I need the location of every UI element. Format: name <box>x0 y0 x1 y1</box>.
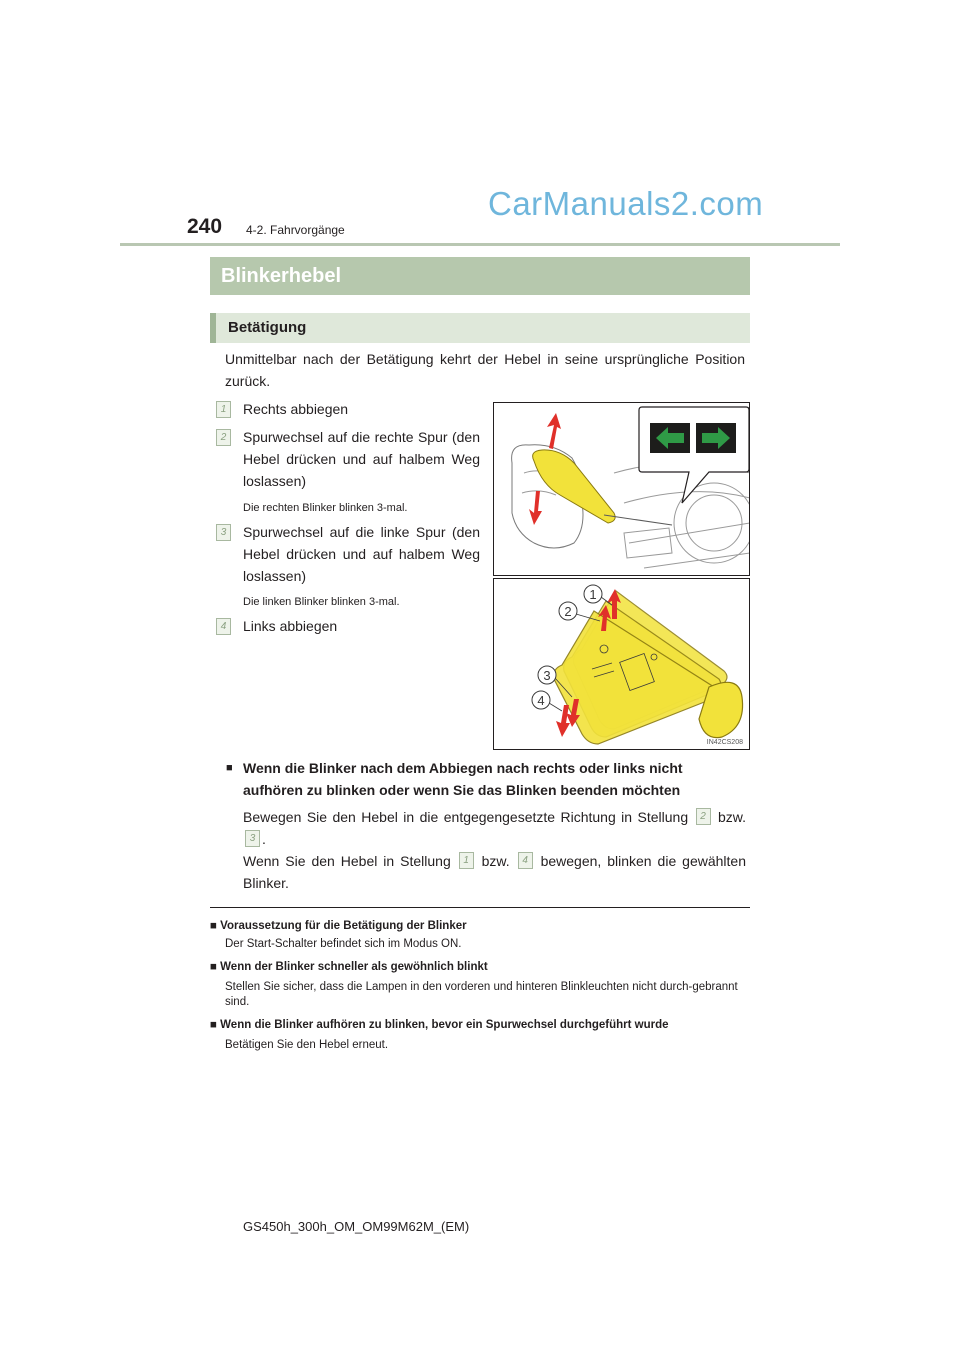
body-text: Wenn Sie den Hebel in Stellung <box>243 853 451 869</box>
figure-lever-positions <box>493 578 750 750</box>
body-text: . <box>262 831 266 847</box>
note-text: Stellen Sie sicher, dass die Lampen in den vorderen und hinteren Blinkleuchten nicht durch-gebrannt sind. <box>225 981 738 1008</box>
square-bullet-icon: ■ <box>210 1019 217 1031</box>
item-note: Die rechten Blinker blinken 3-mal. <box>243 502 408 514</box>
watermark: CarManuals2.com <box>488 185 764 222</box>
note-title: ■ Wenn der Blinker schneller als gewöhnlich blinkt <box>210 961 488 973</box>
notes-divider <box>210 907 750 908</box>
body-text: bewegen, blinken die gewählten Blinker. <box>243 853 747 891</box>
note-title: ■ Wenn die Blinker aufhören zu blinken, bevor ein Spurwechsel durchgeführt wurde <box>210 1019 669 1031</box>
square-bullet-icon: ■ <box>210 920 217 932</box>
subsection-title: Betätigung <box>210 313 750 343</box>
body-text: bzw. <box>481 853 510 869</box>
figure-code: IN42CS208 <box>706 739 743 746</box>
page-number: 240 <box>187 215 223 238</box>
item-text: Spurwechsel auf die linke Spur (den Hebel drücken und auf halbem Weg loslassen) <box>243 524 480 584</box>
lever-hand-illustration <box>494 403 750 576</box>
note-text: Der Start-Schalter befindet sich im Modus ON. <box>225 938 462 950</box>
item-number-badge: 3 <box>216 524 231 541</box>
position-ref-badge: 3 <box>245 830 260 847</box>
body-paragraph-2 <box>243 850 746 894</box>
body-text: bzw. <box>717 809 746 825</box>
note-title: ■ Voraussetzung für die Betätigung der Blinker <box>210 920 467 932</box>
figure-lever-hand <box>493 402 750 576</box>
position-ref-badge: 4 <box>518 852 533 869</box>
square-bullet-icon: ■ <box>226 762 233 774</box>
square-bullet-icon: ■ <box>210 961 217 973</box>
intro-paragraph: Unmittelbar nach der Betätigung kehrt der Hebel in seine ursprüngliche Position zurück. <box>225 351 745 389</box>
callout-2: 2 <box>564 604 572 619</box>
chapter-title: 4-2. Fahrvorgänge <box>246 223 345 237</box>
footer-document-code: GS450h_300h_OM_OM99M62M_(EM) <box>243 1219 470 1234</box>
item-number-badge: 4 <box>216 618 231 635</box>
header-rule <box>120 243 840 246</box>
callout-4: 4 <box>537 693 545 708</box>
item-number-badge: 2 <box>216 429 231 446</box>
callout-bubble <box>639 407 749 503</box>
lever-positions-illustration <box>494 579 750 750</box>
body-paragraph-1 <box>243 806 746 850</box>
item-number-badge: 1 <box>216 401 231 418</box>
note-text: Betätigen Sie den Hebel erneut. <box>225 1039 389 1051</box>
position-ref-badge: 2 <box>696 808 711 825</box>
item-text: Links abbiegen <box>243 618 338 634</box>
item-note: Die linken Blinker blinken 3-mal. <box>243 596 400 608</box>
callout-3: 3 <box>543 668 551 683</box>
section-title: Blinkerhebel <box>210 257 750 295</box>
callout-1: 1 <box>589 587 597 602</box>
body-text: Bewegen Sie den Hebel in die entgegengesetzte Richtung in Stellung <box>243 809 689 825</box>
item-text: Rechts abbiegen <box>243 401 349 417</box>
position-ref-badge: 1 <box>459 852 474 869</box>
subhead: Wenn die Blinker nach dem Abbiegen nach rechts oder links nicht aufhören zu blinken oder wenn Sie das Blinken beenden möchten <box>243 760 683 798</box>
item-text: Spurwechsel auf die rechte Spur (den Hebel drücken und auf halbem Weg loslassen) <box>243 429 480 489</box>
